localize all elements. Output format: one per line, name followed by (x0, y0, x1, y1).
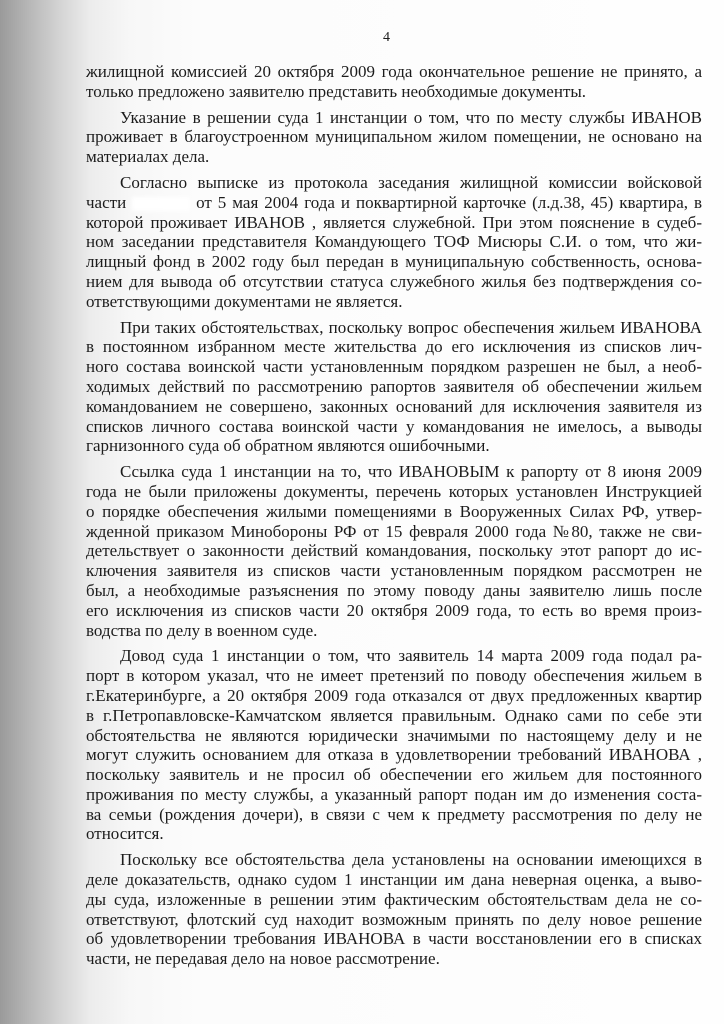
text-line: ответствующими документами не является. (86, 291, 403, 311)
text-line: г.Екатеринбурге, а 20 октября 2009 года отказался от двух предложенных квартир (86, 685, 702, 705)
text-line: нием для вывода об отсутствии статуса служебного жилья без подтверждения со- (86, 271, 702, 291)
text-line: Согласно выписке из протокола заседания жилищной комиссии войсковой (120, 172, 702, 192)
text-line: водства по делу в военном суде. (86, 620, 318, 640)
text-line: части от 5 мая 2004 года и поквартирной карточке (л.д.38, 45) квартира, в (86, 192, 702, 212)
text-line: поскольку заявитель и не просил об обеспечении его жильем для постоянного (86, 765, 702, 785)
text-line: списков личного состава воинской части у командования не имелось, а выводы (86, 416, 702, 436)
text-line: года не были приложены документы, перечень которых установлен Инструкцией (86, 481, 702, 501)
text-line: был, а необходимые разъяснения по этому поводу даны заявителю лишь после (86, 580, 702, 600)
text-line: Ссылка суда 1 инстанции на то, что ИВАНОВЫМ к рапорту от 8 июня 2009 (120, 462, 702, 482)
text-line: проживания по месту службы, а указанный рапорт подан им до изменения соста- (86, 784, 702, 804)
page-number: 4 (383, 30, 390, 45)
text-line: жденной приказом Минобороны РФ от 15 февраля 2000 года №80, также не сви- (86, 521, 702, 541)
text-line: могут служить основанием для отказа в удовлетворении требований ИВАНОВА , (86, 745, 702, 765)
text-line: Довод суда 1 инстанции о том, что заявитель 14 марта 2009 года подал ра- (120, 646, 702, 666)
paragraph (86, 646, 702, 844)
text-line: об удовлетворении требования ИВАНОВА в части восстановлении его в списках (86, 929, 702, 949)
text-line: относится. (86, 824, 164, 844)
paragraph (86, 462, 702, 640)
text-line: материалах дела. (86, 147, 210, 167)
text-line: командованием не совершено, законных оснований для исключения заявителя из (86, 396, 702, 416)
text-line: ответствуют, флотский суд находит возможным принять по делу новое решение (86, 909, 702, 929)
text-line: Указание в решении суда 1 инстанции о том, что по месту службы ИВАНОВ (120, 107, 702, 127)
text-line: ва семьи (рождения дочери), в связи с чем к предмету рассмотрения по делу не (86, 804, 702, 824)
text-line: Поскольку все обстоятельства дела установлены на основании имеющихся в (120, 850, 702, 870)
text-line: в постоянном избранном месте жительства до его исключения из списков лич- (86, 337, 702, 357)
text-line: деле доказательств, однако судом 1 инстанции им дана неверная оценка, а выво- (86, 870, 702, 890)
paragraph (86, 62, 702, 102)
text-line: ного состава воинской части установленным порядком разрешен не был, а необ- (86, 357, 702, 377)
text-line: При таких обстоятельствах, поскольку вопрос обеспечения жильем ИВАНОВА (120, 317, 702, 337)
text-line: его исключения из списков части 20 октября 2009 года, то есть во время произ- (86, 600, 702, 620)
text-line: жилищной комиссией 20 октября 2009 года окончательное решение не принято, а (86, 62, 702, 81)
redacted-text (132, 197, 190, 211)
text-line: только предложено заявителю представить необходимые документы. (86, 81, 587, 101)
text-line: ды суда, изложенные в решении этим фактическим обстоятельствам дела не со- (86, 889, 702, 909)
text-line: гарнизонного суда об обратном являются ошибочными. (86, 436, 490, 456)
paragraph (86, 318, 702, 457)
text-line: порт в котором указал, что не имеет претензий по поводу обеспечения жильем в (86, 666, 702, 686)
document-body (86, 62, 702, 975)
text-line: проживает в благоустроенном муниципальном жилом помещении, не основано на (86, 127, 702, 147)
text-line: лищный фонд в 2002 году был передан в муниципальную собственность, основа- (86, 252, 702, 272)
paragraph (86, 108, 702, 167)
text-line: которой проживает ИВАНОВ , является служебной. При этом пояснение в судеб- (86, 212, 702, 232)
text-line: в г.Петропавловске-Камчатском является правильным. Однако сами по себе эти (86, 705, 702, 725)
paragraph (86, 850, 702, 969)
text-line: ходимых действий по рассмотрению рапортов заявителя об обеспечении жильем (86, 376, 702, 396)
text-line: обстоятельства не являются юридически значимыми по настоящему делу и не (86, 725, 702, 745)
text-line: детельствует о законности действий командования, поскольку этот рапорт до ис- (86, 541, 702, 561)
text-line: ключения заявителя из списков части установленным порядком рассмотрен не (86, 561, 702, 581)
text-line: ном заседании представителя Командующего ТОФ Мисюры С.И. о том, что жи- (86, 232, 702, 252)
text-line: части, не передавая дело на новое рассмотрение. (86, 949, 440, 969)
text-line: о порядке обеспечения жилыми помещениями в Вооруженных Силах РФ, утвер- (86, 501, 702, 521)
paragraph (86, 173, 702, 312)
